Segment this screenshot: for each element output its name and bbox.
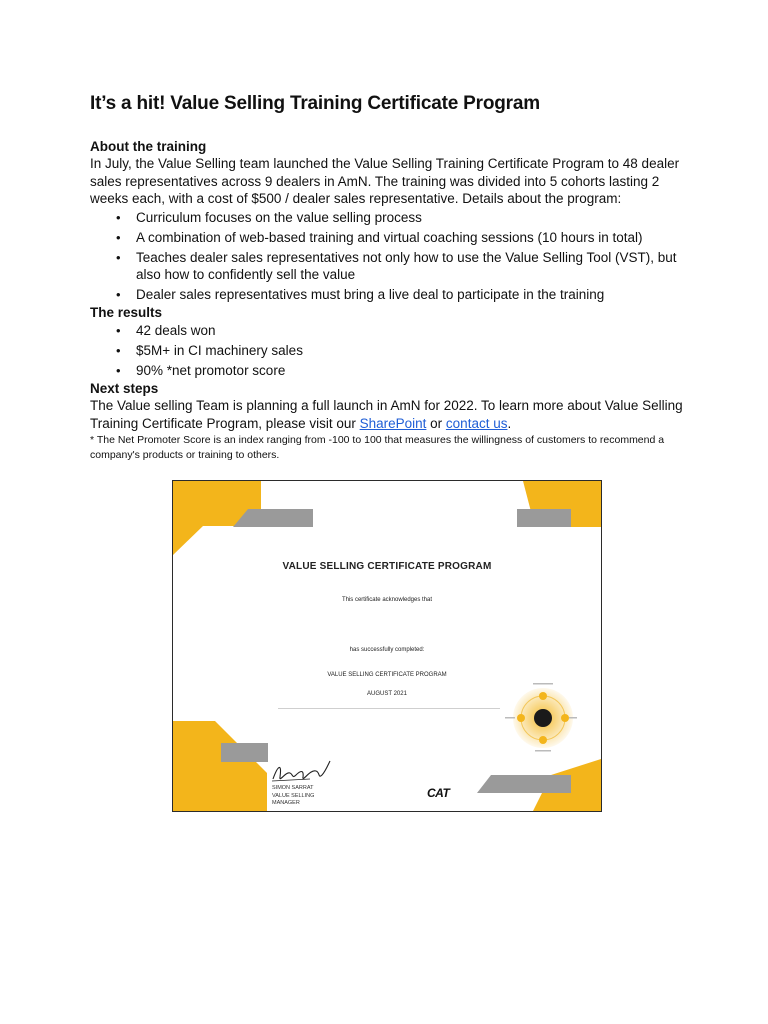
results-list: [90, 322, 690, 380]
list-item: • Dealer sales representatives must bring a live deal to participate in the training: [90, 286, 690, 304]
contact-us-link[interactable]: contact us: [445, 415, 508, 431]
results-heading: The results: [90, 305, 163, 320]
footnote: * The Net Promoter Score is an index ranging from -100 to 100 that measures the willingness of customers to recommend a company's products or training to others.: [90, 434, 665, 461]
certificate-name-line: [278, 708, 500, 709]
certificate-acknowledges: This certificate acknowledges that: [341, 597, 433, 603]
list-item: • 90% *net promotor score: [90, 362, 690, 380]
signer-title-line1: VALUE SELLING: [272, 792, 315, 799]
list-item: • Teaches dealer sales representatives not only how to use the Value Selling Tool (VST), but also how to confidently sell the value: [90, 249, 690, 284]
about-list: [90, 209, 690, 304]
certificate-image: [172, 480, 602, 812]
next-steps-text-end: .: [507, 415, 512, 431]
certificate-date: AUGUST 2021: [367, 691, 407, 697]
list-item: • Curriculum focuses on the value selling process: [90, 209, 690, 227]
list-item: • 42 deals won: [90, 322, 690, 340]
sharepoint-link[interactable]: SharePoint: [359, 415, 427, 431]
list-item: • $5M+ in CI machinery sales: [90, 342, 690, 360]
signer-name: SIMON SARRAT: [272, 785, 314, 791]
certificate-border-decoration: [173, 481, 601, 811]
certificate-completed: has successfully completed:: [349, 647, 425, 653]
article: [90, 93, 690, 462]
value-selling-wheel-icon: [503, 677, 577, 757]
signer-title-line2: MANAGER: [272, 800, 300, 806]
signer-info: [272, 785, 314, 808]
signature-icon: [270, 759, 334, 787]
certificate-title: VALUE SELLING CERTIFICATE PROGRAM: [282, 561, 492, 572]
list-item: • A combination of web-based training and virtual coaching sessions (10 hours in total): [90, 229, 690, 247]
next-steps-text: The Value selling Team is planning a full launch in AmN for 2022. To learn more about Value Selling Training Certificate Program, please visit our: [90, 398, 683, 431]
about-heading: About the training: [90, 139, 207, 154]
certificate-program: VALUE SELLING CERTIFICATE PROGRAM: [327, 672, 447, 678]
next-steps-text-middle: or: [426, 415, 446, 431]
next-steps-heading: Next steps: [90, 381, 159, 396]
page-title: It’s a hit! Value Selling Training Certificate Program: [90, 93, 540, 114]
next-steps-paragraph: [90, 397, 690, 432]
about-paragraph: In July, the Value Selling team launched the Value Selling Training Certificate Program to 48 dealer sales representatives across 9 dealers in AmN. The training was divided into 5 cohorts lasting 2 weeks each, with a cost of $500 / dealer sales representative. Details about the program:: [90, 156, 680, 206]
cat-logo: CAT: [427, 786, 450, 800]
